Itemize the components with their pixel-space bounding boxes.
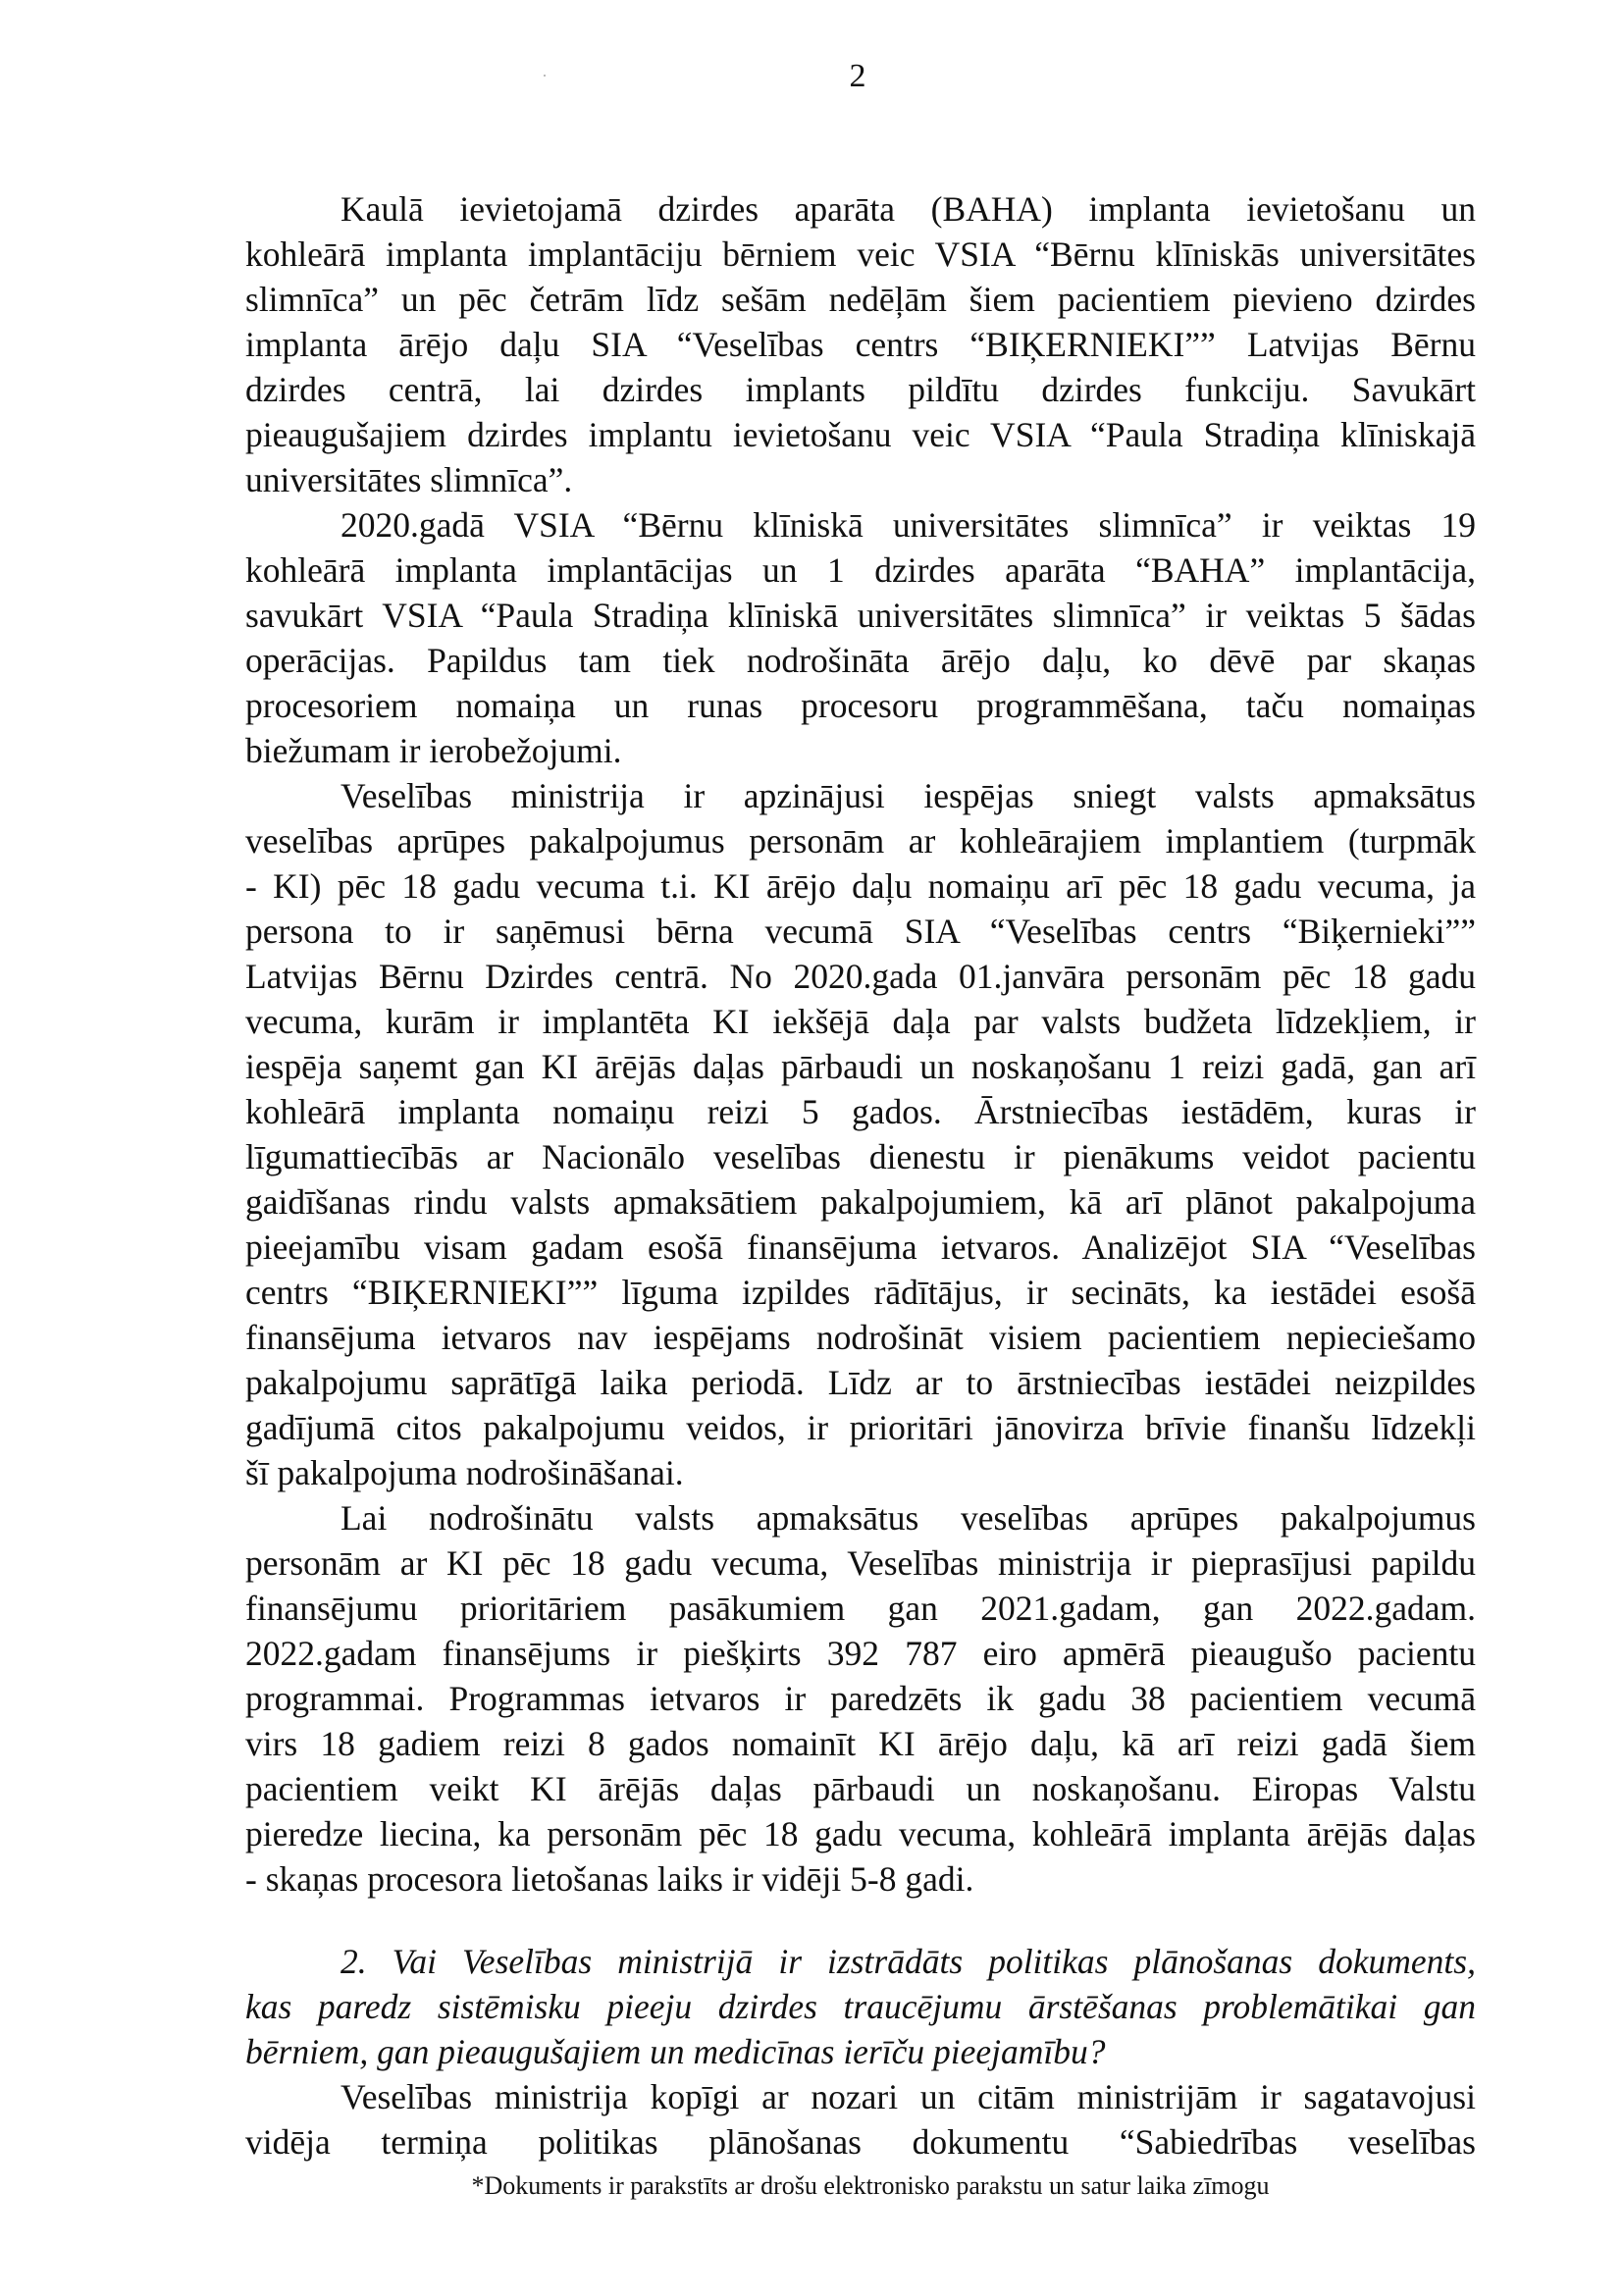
document-body (245, 186, 1476, 2165)
text-line: Lai nodrošinātu valsts apmaksātus veselības aprūpes pakalpojumus (340, 1498, 1476, 1538)
text-line: savukārt VSIA “Paula Stradiņa klīniskā universitātes slimnīca” ir veiktas 5 šādas (245, 596, 1476, 635)
page-number: 2 (849, 58, 866, 94)
text-line: dzirdes centrā, lai dzirdes implants pildītu dzirdes funkciju. Savukārt (245, 370, 1476, 409)
text-line: kohleārā implanta nomaiņu reizi 5 gados. Ārstniecības iestādēm, kuras ir (245, 1092, 1476, 1131)
text-line: gadījumā citos pakalpojumu veidos, ir prioritāri jānovirza brīvie finanšu līdzekļi (245, 1408, 1476, 1447)
question-paragraph (245, 1939, 1476, 2074)
text-line: persona to ir saņēmusi bērna vecumā SIA “Veselības centrs “Biķernieki”” (245, 912, 1476, 951)
text-line: 2020.gadā VSIA “Bērnu klīniskā universitātes slimnīca” ir veiktas 19 (340, 505, 1476, 545)
text-line: kas paredz sistēmisku pieeju dzirdes traucējumu ārstēšanas problemātikai gan (245, 1987, 1476, 2026)
body-paragraph (245, 186, 1476, 502)
text-line: personām ar KI pēc 18 gadu vecuma, Veselības ministrija ir pieprasījusi papildu (245, 1543, 1476, 1583)
text-line: - skaņas procesora lietošanas laiks ir vidēji 5-8 gadi. (245, 1859, 974, 1899)
text-line: līgumattiecībās ar Nacionālo veselības dienestu ir pienākums veidot pacientu (245, 1137, 1476, 1176)
text-line: pieaugušajiem dzirdes implantu ievietošanu veic VSIA “Paula Stradiņa klīniskajā (245, 415, 1476, 454)
text-line: vecuma, kurām ir implantēta KI iekšējā daļa par valsts budžeta līdzekļiem, ir (245, 1002, 1476, 1041)
text-line: šī pakalpojuma nodrošināšanai. (245, 1453, 684, 1492)
text-line: universitātes slimnīca”. (245, 460, 573, 499)
text-line: finansējuma ietvaros nav iespējams nodrošināt visiem pacientiem nepieciešamo (245, 1318, 1476, 1357)
signature-footnote: *Dokuments ir parakstīts ar drošu elektronisko parakstu un satur laika zīmogu (471, 2171, 1270, 2200)
paragraph-gap (245, 1902, 1476, 1939)
text-line: Latvijas Bērnu Dzirdes centrā. No 2020.gada 01.janvāra personām pēc 18 gadu (245, 957, 1476, 996)
text-line: pacientiem veikt KI ārējās daļas pārbaudi un noskaņošanu. Eiropas Valstu (245, 1769, 1476, 1808)
text-line: slimnīca” un pēc četrām līdz sešām nedēļām šiem pacientiem pievieno dzirdes (245, 280, 1476, 319)
text-line: pieejamību visam gadam esošā finansējuma ietvaros. Analizējot SIA “Veselības (245, 1227, 1476, 1267)
text-line: gaidīšanas rindu valsts apmaksātiem pakalpojumiem, kā arī plānot pakalpojuma (245, 1182, 1476, 1222)
text-line: Veselības ministrija kopīgi ar nozari un citām ministrijām ir sagatavojusi (340, 2077, 1476, 2116)
body-paragraph (245, 2074, 1476, 2165)
body-paragraph (245, 502, 1476, 773)
text-line: Veselības ministrija ir apzinājusi iespējas sniegt valsts apmaksātus (340, 776, 1476, 815)
text-line: 2. Vai Veselības ministrijā ir izstrādāts politikas plānošanas dokuments, (340, 1942, 1476, 1981)
text-line: bērniem, gan pieaugušajiem un medicīnas ierīču pieejamību? (245, 2032, 1106, 2071)
text-line: pakalpojumu saprātīgā laika periodā. Līdz ar to ārstniecības iestādei neizpildes (245, 1363, 1476, 1402)
text-line: kohleārā implanta implantācijas un 1 dzirdes aparāta “BAHA” implantācija, (245, 550, 1476, 590)
text-line: virs 18 gadiem reizi 8 gados nomainīt KI ārējo daļu, kā arī reizi gadā šiem (245, 1724, 1476, 1763)
text-line: procesoriem nomaiņa un runas procesoru programmēšana, taču nomaiņas (245, 686, 1476, 725)
text-line: programmai. Programmas ietvaros ir paredzēts ik gadu 38 pacientiem vecumā (245, 1679, 1476, 1718)
text-line: vidēja termiņa politikas plānošanas dokumentu “Sabiedrības veselības (245, 2122, 1476, 2162)
text-line: iespēja saņemt gan KI ārējās daļas pārbaudi un noskaņošanu 1 reizi gadā, gan arī (245, 1047, 1476, 1086)
text-line: pieredze liecina, ka personām pēc 18 gadu vecuma, kohleārā implanta ārējās daļas (245, 1814, 1476, 1853)
text-line: operācijas. Papildus tam tiek nodrošināta ārējo daļu, ko dēvē par skaņas (245, 641, 1476, 680)
text-line: finansējumu prioritāriem pasākumiem gan 2021.gadam, gan 2022.gadam. (245, 1589, 1476, 1628)
text-line: implanta ārējo daļu SIA “Veselības centrs “BIĶERNIEKI”” Latvijas Bērnu (245, 325, 1476, 364)
body-paragraph (245, 1495, 1476, 1902)
text-line: veselības aprūpes pakalpojumus personām ar kohleārajiem implantiem (turpmāk (245, 821, 1476, 861)
text-line: centrs “BIĶERNIEKI”” līguma izpildes rādītājus, ir secināts, ka iestādei esošā (245, 1273, 1476, 1312)
text-line: Kaulā ievietojamā dzirdes aparāta (BAHA) implanta ievietošanu un (340, 189, 1476, 229)
text-line: - KI) pēc 18 gadu vecuma t.i. KI ārējo daļu nomaiņu arī pēc 18 gadu vecuma, ja (245, 866, 1476, 906)
text-line: kohleārā implanta implantāciju bērniem veic VSIA “Bērnu klīniskās universitātes (245, 235, 1476, 274)
text-line: biežumam ir ierobežojumi. (245, 731, 622, 770)
text-line: 2022.gadam finansējums ir piešķirts 392 787 eiro apmērā pieaugušo pacientu (245, 1634, 1476, 1673)
body-paragraph (245, 773, 1476, 1495)
